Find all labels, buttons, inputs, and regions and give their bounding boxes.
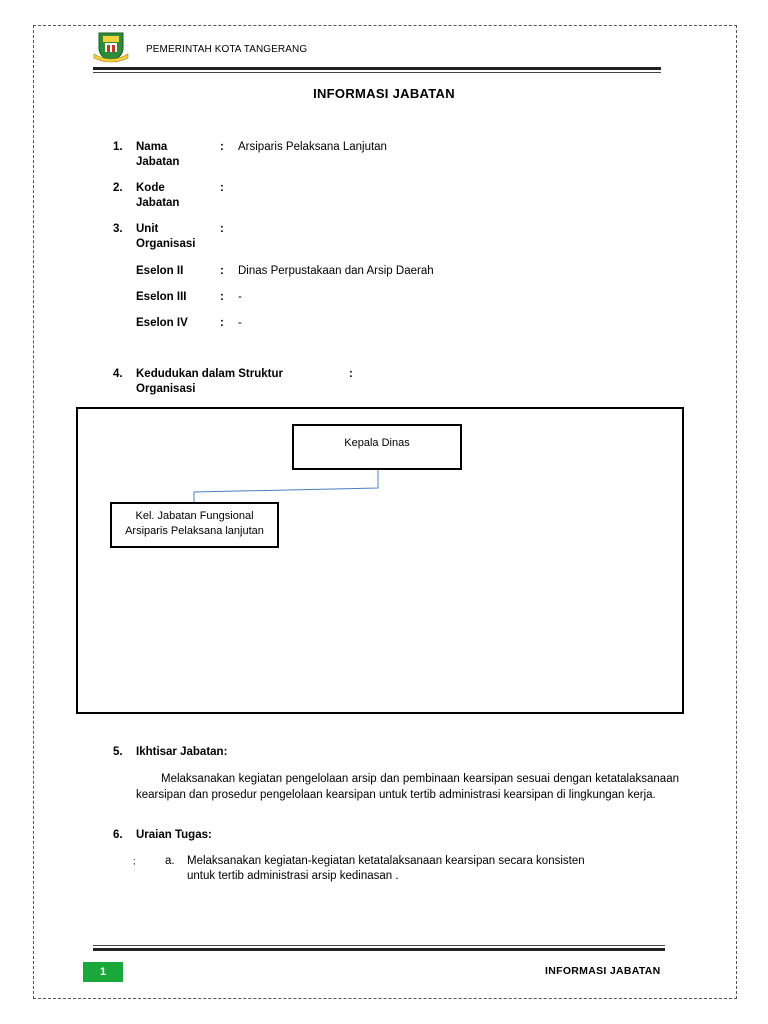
item-4-label-line1: Kedudukan dalam Struktur xyxy=(136,368,283,380)
item-3-colon: : xyxy=(220,223,224,235)
item-2-label-line1: Kode xyxy=(136,182,165,194)
item-1-label-line1: Nama xyxy=(136,141,168,153)
org-box-sub-line1: Kel. Jabatan Fungsional xyxy=(135,510,254,522)
eselon-3-colon: : xyxy=(220,291,224,303)
footer-rule-thin xyxy=(93,945,665,946)
item-2-colon: : xyxy=(220,182,224,194)
item-1-colon: : xyxy=(220,141,224,153)
item-3-label-line1: Unit xyxy=(136,223,159,235)
org-box-kepala-dinas-label: Kepala Dinas xyxy=(344,437,410,449)
item-4-number: 4. xyxy=(113,368,123,380)
task-a-line1: Melaksanakan kegiatan-kegiatan ketatalaksanaan kearsipan secara konsisten xyxy=(187,855,585,867)
item-1-number: 1. xyxy=(113,141,123,153)
document-title: INFORMASI JABATAN xyxy=(313,86,455,101)
eselon-4-label: Eselon IV xyxy=(136,317,188,329)
item-1-value: Arsiparis Pelaksana Lanjutan xyxy=(238,141,387,153)
eselon-2-value: Dinas Perpustakaan dan Arsip Daerah xyxy=(238,265,434,277)
footer-rule-thick xyxy=(93,948,665,951)
item-2-number: 2. xyxy=(113,182,123,194)
item-4-colon: : xyxy=(349,368,353,380)
item-1-label-line2: Jabatan xyxy=(136,156,180,168)
item-6-heading: Uraian Tugas: xyxy=(136,829,212,841)
header-organization: PEMERINTAH KOTA TANGERANG xyxy=(146,44,308,55)
task-a-line2: untuk tertib administrasi arsip kedinasan . xyxy=(187,870,399,882)
eselon-2-label: Eselon II xyxy=(136,265,184,277)
eselon-4-value: - xyxy=(238,317,242,329)
task-a-letter: a. xyxy=(165,855,175,867)
footer-page-number: 1 xyxy=(83,962,123,982)
org-box-kepala-dinas xyxy=(292,424,462,470)
ikhtisar-body: Melaksanakan kegiatan pengelolaan arsip dan pembinaan kearsipan sesuai dengan ketatalaksanaan kearsipan dan prosedur pengelolaan kearsipan untuk tertib administrasi kearsipan di lingkungan kerja. xyxy=(136,773,679,801)
org-box-jabatan-fungsional xyxy=(110,502,279,548)
item-5-number: 5. xyxy=(113,746,123,758)
task-marker: ; xyxy=(133,856,136,866)
eselon-3-label: Eselon III xyxy=(136,291,187,303)
item-5-heading: Ikhtisar Jabatan: xyxy=(136,746,228,758)
item-3-label-line2: Organisasi xyxy=(136,238,196,250)
eselon-3-value: - xyxy=(238,291,242,303)
eselon-4-colon: : xyxy=(220,317,224,329)
item-2-label-line2: Jabatan xyxy=(136,197,180,209)
org-box-sub-line2: Arsiparis Pelaksana lanjutan xyxy=(125,525,264,537)
task-a-text xyxy=(187,854,585,884)
eselon-2-colon: : xyxy=(220,265,224,277)
item-6-number: 6. xyxy=(113,829,123,841)
item-4-label-line2: Organisasi xyxy=(136,383,196,395)
item-3-number: 3. xyxy=(113,223,123,235)
footer-label: INFORMASI JABATAN xyxy=(545,965,661,977)
